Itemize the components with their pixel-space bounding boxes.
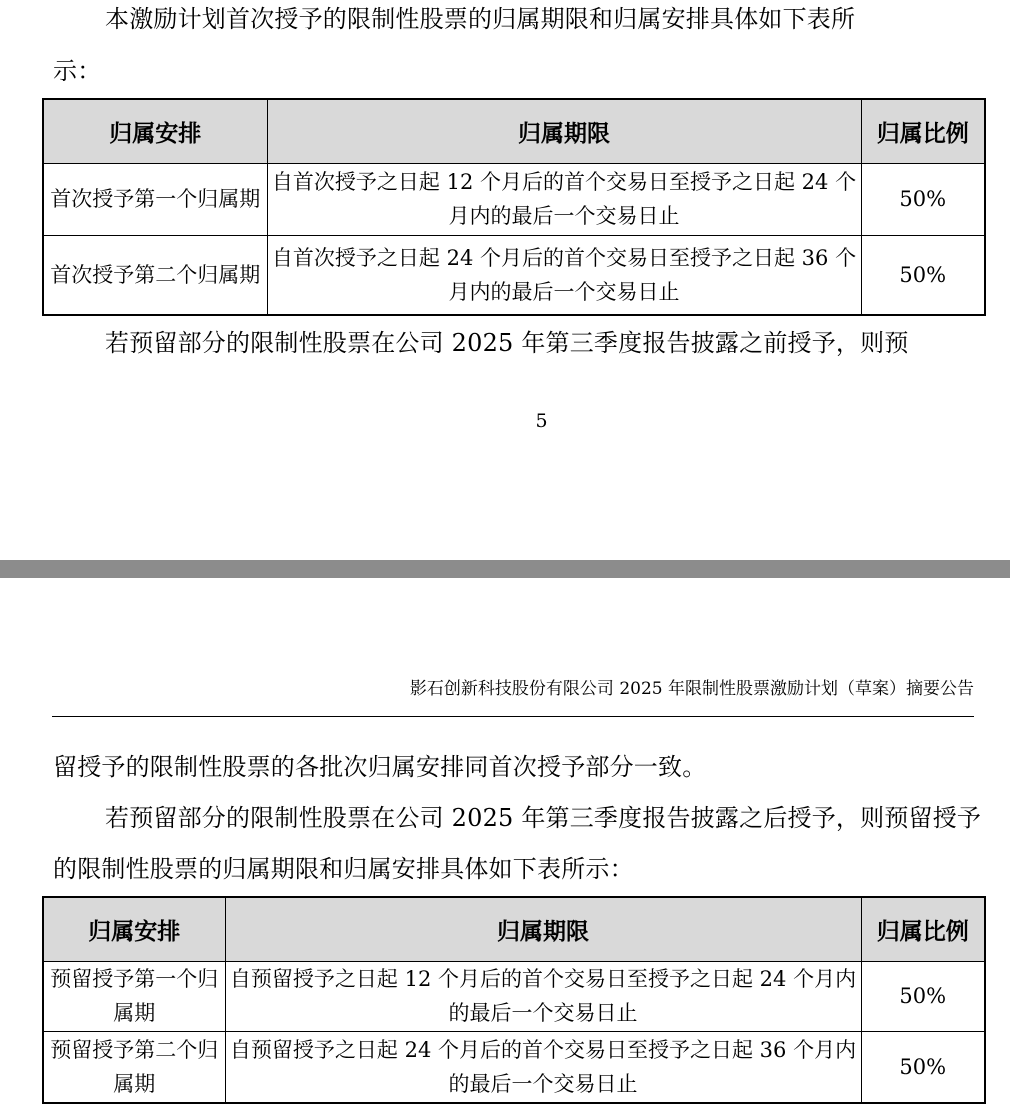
- cell-period: 自预留授予之日起 12 个月后的首个交易日至授予之日起 24 个月内的最后一个交易日止: [225, 961, 861, 1031]
- header-arrangement: 归属安排: [43, 99, 267, 163]
- header-period: 归属期限: [225, 897, 861, 961]
- header-ratio: 归属比例: [861, 99, 985, 163]
- table-row: [43, 235, 985, 315]
- page-6: [0, 578, 1010, 1114]
- page-number: 5: [535, 410, 548, 432]
- cell-period: 自首次授予之日起 12 个月后的首个交易日至授予之日起 24 个月内的最后一个交易日止: [267, 163, 861, 235]
- table-header-row: [43, 99, 985, 163]
- after-table-paragraph: 若预留部分的限制性股票在公司 2025 年第三季度报告披露之前授予，则预: [105, 329, 909, 357]
- reserved-grant-paragraph: 若预留部分的限制性股票在公司 2025 年第三季度报告披露之后授予，则预留授予的限制性股票的归属期限和归属安排具体如下表所示：: [53, 804, 982, 883]
- table-row: [43, 961, 985, 1031]
- document-header: 影石创新科技股份有限公司 2025 年限制性股票激励计划（草案）摘要公告: [409, 679, 974, 699]
- initial-grant-vesting-table: [42, 98, 986, 316]
- intro-paragraph-line1: 本激励计划首次授予的限制性股票的归属期限和归属安排具体如下表所: [105, 5, 856, 33]
- header-period: 归属期限: [267, 99, 861, 163]
- page-separator: [0, 560, 1010, 578]
- cell-arrangement: 首次授予第一个归属期: [43, 163, 267, 235]
- cell-period: 自预留授予之日起 24 个月后的首个交易日至授予之日起 36 个月内的最后一个交易日止: [225, 1031, 861, 1103]
- header-ratio: 归属比例: [861, 897, 985, 961]
- cell-ratio: 50%: [861, 1031, 985, 1103]
- table-header-row: [43, 897, 985, 961]
- cell-arrangement: 首次授予第二个归属期: [43, 235, 267, 315]
- cell-ratio: 50%: [861, 961, 985, 1031]
- cell-period: 自首次授予之日起 24 个月后的首个交易日至授予之日起 36 个月内的最后一个交易日止: [267, 235, 861, 315]
- header-arrangement: 归属安排: [43, 897, 225, 961]
- cell-arrangement: 预留授予第二个归属期: [43, 1031, 225, 1103]
- cell-arrangement: 预留授予第一个归属期: [43, 961, 225, 1031]
- table-row: [43, 163, 985, 235]
- header-divider: [52, 716, 974, 717]
- cell-ratio: 50%: [861, 163, 985, 235]
- intro-paragraph-line2: 示：: [53, 57, 102, 85]
- reserved-grant-vesting-table: [42, 896, 986, 1104]
- cell-ratio: 50%: [861, 235, 985, 315]
- continued-paragraph: 留授予的限制性股票的各批次归属安排同首次授予部分一致。: [53, 753, 707, 781]
- table-row: [43, 1031, 985, 1103]
